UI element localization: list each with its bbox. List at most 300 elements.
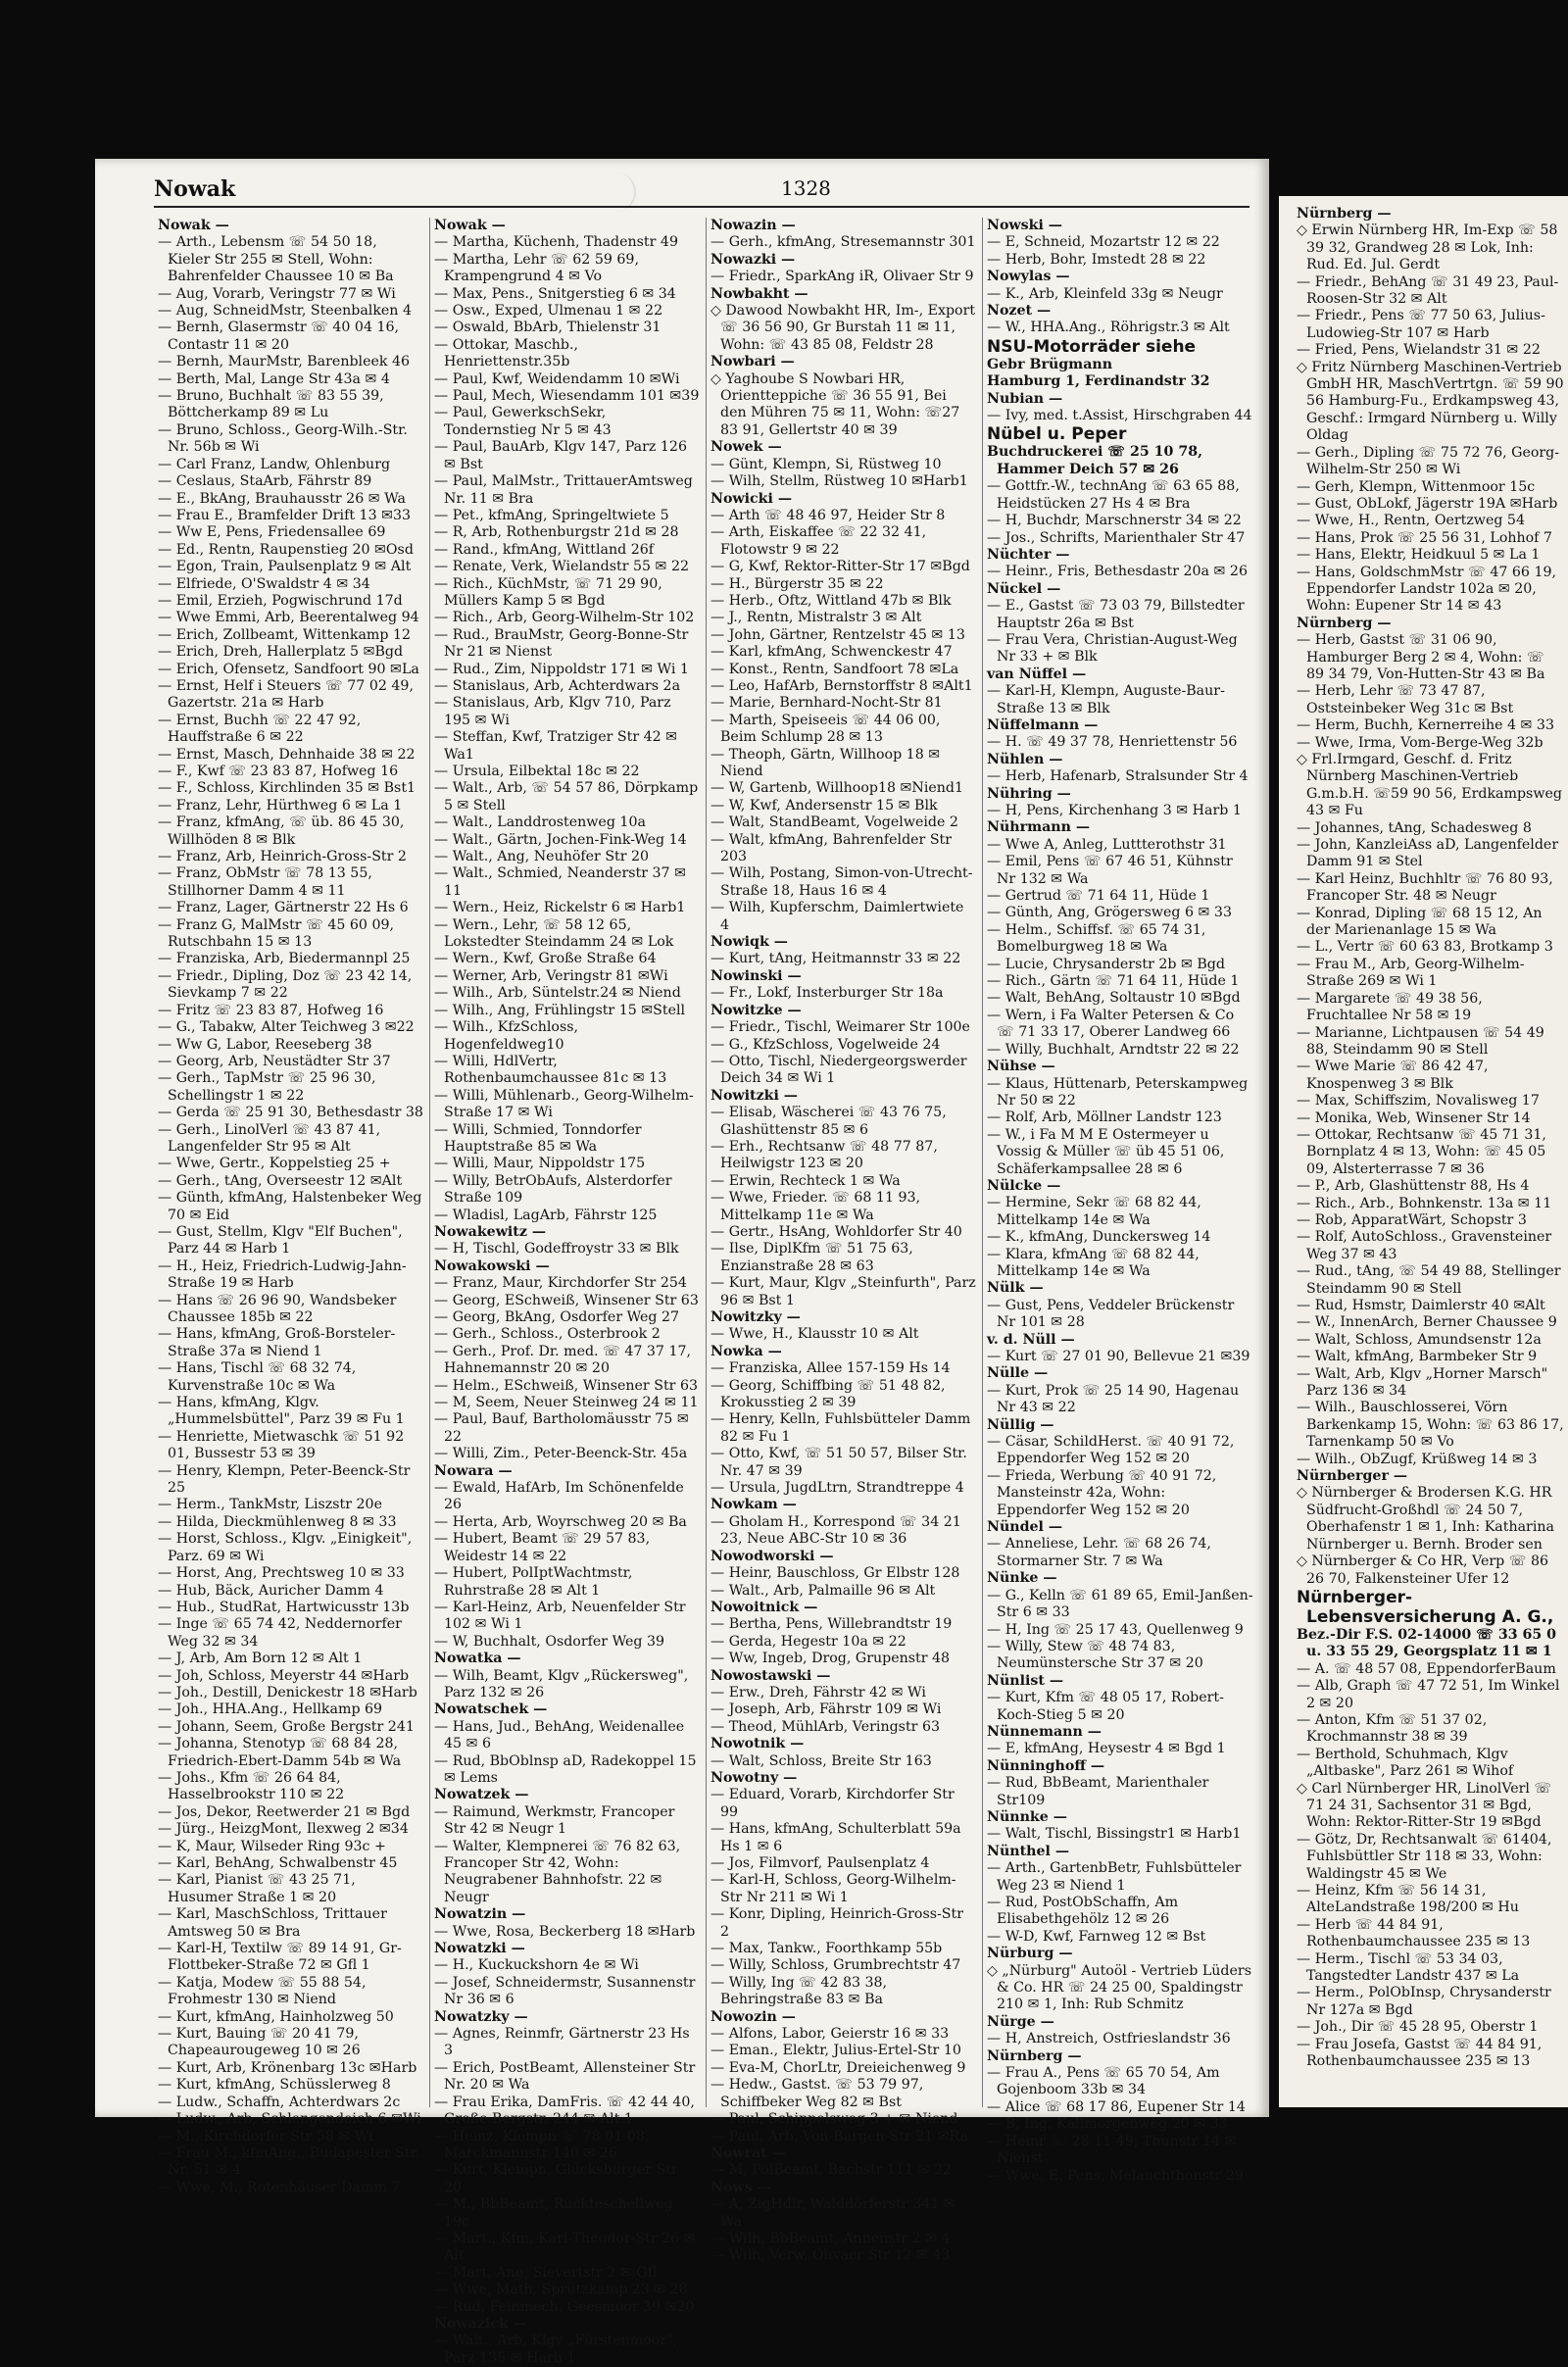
directory-entry: — Fritz ☏ 23 83 87, Hofweg 16 bbox=[158, 1002, 384, 1018]
directory-entry: — Franz G, MalMstr ☏ 45 60 09, Rutschbahn 15 ✉ 13 bbox=[158, 916, 395, 951]
directory-entry: Nühring — bbox=[987, 785, 1071, 802]
directory-entry: Nünlist — bbox=[987, 1672, 1064, 1689]
directory-entry: Nowatzky — bbox=[434, 2008, 528, 2025]
directory-entry: — Ww E, Pens, Friedensallee 69 bbox=[158, 524, 386, 541]
directory-entry: — Gertr., HsAng, Wohldorfer Str 40 bbox=[710, 1223, 962, 1240]
directory-entry: — Franz, kfmAng, ☏ üb. 86 45 30, Willhöden 8 ✉ Blk bbox=[158, 814, 405, 848]
next-entry: ◇ Carl Nürnberger HR, LinolVerl ☏ 71 24 31, Sachsentor 31 ✉ Bgd, Wohn: Rektor-Ritter-Str 19 ✉Bgd bbox=[1297, 1780, 1552, 1831]
directory-entry: — Eman., Elektr, Julius-Ertel-Str 10 bbox=[710, 2043, 961, 2059]
directory-entry: — Wwe A, Anleg, Luttterothstr 31 bbox=[987, 836, 1227, 853]
next-entry: — Herm, Buchh, Kernerreihe 4 ✉ 33 bbox=[1297, 717, 1554, 734]
directory-entry: — Wilh., KfzSchloss, Hogenfeldweg10 bbox=[434, 1019, 579, 1053]
directory-entry: — Hans, Tischl ☏ 68 32 74, Kurvenstraße 10c ✉ Wa bbox=[158, 1360, 357, 1394]
directory-entry: — Agnes, Reinmfr, Gärtnerstr 23 Hs 3 bbox=[434, 2026, 690, 2059]
directory-entry: — Mart, Ang, Sievertstr 2 ✉ Gfl bbox=[434, 2264, 658, 2281]
directory-entry: — Erich, Zollbeamt, Wittenkamp 12 bbox=[158, 626, 412, 643]
directory-entry: — Marth, Speiseeis ☏ 44 06 00, Beim Schlump 28 ✉ 13 bbox=[710, 712, 941, 746]
directory-entry: — Walt., Ang, Neuhöfer Str 20 bbox=[434, 849, 650, 865]
directory-entry: — Franz, Lehr, Hürthweg 6 ✉ La 1 bbox=[158, 797, 403, 814]
directory-entry: ◇ „Nürburg" Autoöl - Vertrieb Lüders & Co. HR ☏ 24 25 00, Spaldingstr 210 ✉ 1, Inh: Rub Schmitz bbox=[987, 1962, 1251, 2013]
directory-entry: — Rolf, Arb, Möllner Landstr 123 bbox=[987, 1110, 1222, 1126]
directory-entry: — H, Buchdr, Marschnerstr 34 ✉ 22 bbox=[987, 513, 1242, 529]
directory-entry: — Herm., TankMstr, Liszstr 20e bbox=[158, 1497, 382, 1513]
directory-entry: — Walt., Arb, Palmaille 96 ✉ Alt bbox=[710, 1582, 936, 1599]
directory-entry: — E., BkAng, Brauhausstr 26 ✉ Wa bbox=[158, 490, 406, 507]
directory-entry: — Kurt, Prok ☏ 25 14 90, Hagenau Nr 43 ✉ 22 bbox=[987, 1382, 1240, 1416]
directory-entry: — K., Arb, Kleinfeld 33g ✉ Neugr bbox=[987, 285, 1223, 302]
directory-entry: — Walt., Schmied, Neanderstr 37 ✉11 bbox=[434, 865, 686, 899]
directory-entry: — Ludw., Arb, Schlengendeich 6 ✉Wi bbox=[158, 2111, 421, 2128]
directory-entry: — Willi, Zim., Peter-Beenck-Str. 45a bbox=[434, 1446, 688, 1462]
directory-entry: Nündel — bbox=[987, 1519, 1063, 1536]
next-entry: Bez.-Dir F.S. 02-14000 ☏ 33 65 0 u. 33 55 29, Georgsplatz 11 ✉ 1 bbox=[1297, 1626, 1557, 1660]
next-entry: ◇ Frl.Irmgard, Geschf. d. Fritz Nürnberg Maschinen-Vertrieb G.m.b.H. ☏59 90 56, Erdkampsweg 43 ✉ Fu bbox=[1297, 752, 1562, 819]
directory-entry: — Johanna, Stenotyp ☏ 68 84 28, Friedrich-Ebert-Damm 54b ✉ Wa bbox=[158, 1736, 402, 1769]
directory-entry: — Henry, Kelln, Fuhlsbütteler Damm 82 ✉ Fu 1 bbox=[710, 1411, 971, 1445]
directory-entry: — K., kfmAng, Dunckersweg 14 bbox=[987, 1229, 1211, 1246]
directory-entry: — G, Kwf, Rektor-Ritter-Str 17 ✉Bgd bbox=[710, 559, 970, 575]
directory-entry: Nowka — bbox=[710, 1343, 782, 1359]
next-entry: — Walt, kfmAng, Barmbeker Str 9 bbox=[1297, 1349, 1538, 1365]
directory-entry: — Walt., Arb, Klgv „Fürstenmoor", Parz 135 ✉ Harb 1 bbox=[434, 2333, 678, 2366]
directory-entry: — E., Gastst ☏ 73 03 79, Billstedter Hauptstr 26a ✉ Bst bbox=[987, 598, 1245, 631]
directory-entry: — Erh., Rechtsanw ☏ 48 77 87, Heilwigstr 123 ✉ 20 bbox=[710, 1138, 938, 1172]
directory-entry: — Willi, Mühlenarb., Georg-Wilhelm-Straße 17 ✉ Wi bbox=[434, 1087, 694, 1121]
directory-entry: — Rich., Arb, Georg-Wilhelm-Str 102 bbox=[434, 610, 695, 626]
directory-entry: — Raimund, Werkmstr, Francoper Str 42 ✉ Neugr 1 bbox=[434, 1803, 675, 1838]
directory-entry: — Karl, kfmAng, Schwenckestr 47 bbox=[710, 644, 953, 661]
directory-entry: Nübel u. Peper bbox=[987, 424, 1127, 445]
directory-entry: — Emil, Pens ☏ 67 46 51, Kühnstr Nr 132 ✉ Wa bbox=[987, 854, 1233, 887]
directory-entry: — W., i Fa M M E Ostermeyer u Vossig & Müller ☏ üb 45 51 06, Schäferkampsallee 28 ✉ 6 bbox=[987, 1126, 1225, 1177]
directory-entry: — Heinr ☏ 28 11 49, Thunstr 14 ✉ Nienst bbox=[987, 2133, 1237, 2167]
directory-entry: — Willy, BetrObAufs, Alsterdorfer Straße 109 bbox=[434, 1172, 672, 1207]
directory-entry: — Franziska, Arb, Biedermannpl 25 bbox=[158, 951, 411, 967]
directory-entry: — Ceslaus, StaArb, Fährstr 89 bbox=[158, 473, 372, 490]
directory-entry: — Johann, Seem, Große Bergstr 241 bbox=[158, 1718, 415, 1735]
directory-entry: Nowodworski — bbox=[710, 1548, 834, 1564]
next-entry: — Herm., Tischl ☏ 53 34 03, Tangstedter Landstr 437 ✉ La bbox=[1297, 1950, 1520, 1985]
directory-entry: — Walt., Gärtn, Jochen-Fink-Weg 14 bbox=[434, 831, 687, 848]
directory-entry: — Franziska, Allee 157-159 Hs 14 bbox=[710, 1360, 951, 1377]
directory-entry: — K, Maur, Wilseder Ring 93c + bbox=[158, 1838, 386, 1854]
directory-entry: — Kurt, Bauing ☏ 20 41 79, Chapeaurougeweg 10 ✉ 26 bbox=[158, 2026, 361, 2059]
directory-entry: Nowakowski — bbox=[434, 1257, 550, 1274]
directory-entry: — Bernh, Glasermstr ☏ 40 04 16, Contastr 11 ✉ 20 bbox=[158, 320, 400, 353]
directory-entry: — Friedr., Dipling, Doz ☏ 23 42 14, Sievkamp 7 ✉ 22 bbox=[158, 967, 413, 1002]
directory-entry: — Arth., Lebensm ☏ 54 50 18, Kieler Str 255 ✉ Stell, Wohn: Bahrenfelder Chaussee 10 ✉ Ba bbox=[158, 234, 394, 285]
directory-entry: — Hub., StudRat, Hartwicusstr 13b bbox=[158, 1599, 410, 1615]
column-2 bbox=[430, 218, 707, 2366]
directory-entry: — G., Tabakw, Alter Teichweg 3 ✉22 bbox=[158, 1019, 415, 1036]
directory-entry: Hamburg 1, Ferdinandstr 32 bbox=[987, 373, 1210, 390]
directory-entry: — Paul, Bauf, Bartholomäusstr 75 ✉22 bbox=[434, 1411, 689, 1445]
directory-entry: — Mart., Kfm, Karl-Theodor-Str 26 ✉Alt bbox=[434, 2230, 696, 2264]
directory-entry: — Willy, Buchhalt, Arndtstr 22 ✉ 22 bbox=[987, 1041, 1240, 1058]
directory-entry: — Klaus, Hüttenarb, Peterskampweg Nr 50 ✉ 22 bbox=[987, 1075, 1249, 1109]
directory-entry: Nünthel — bbox=[987, 1843, 1070, 1859]
directory-entry: — Wilh., Arb, Süntelstr.24 ✉ Niend bbox=[434, 985, 681, 1002]
header-surname: Nowak bbox=[154, 176, 236, 202]
directory-entry: — Frau Vera, Christian-August-Weg Nr 33 + ✉ Blk bbox=[987, 631, 1238, 666]
next-entry: — Gerh., Dipling ☏ 75 72 76, Georg-Wilhelm-Str 250 ✉ Wi bbox=[1297, 444, 1560, 478]
directory-entry: — Paul, BauArb, Klgv 147, Parz 126 ✉ Bst bbox=[434, 439, 687, 472]
directory-entry: — Herta, Arb, Woyrschweg 20 ✉ Ba bbox=[434, 1513, 687, 1530]
directory-entry: — Anneliese, Lehr. ☏ 68 26 74, Stormarner Str. 7 ✉ Wa bbox=[987, 1536, 1211, 1569]
directory-entry: — Friedr., Tischl, Weimarer Str 100e bbox=[710, 1019, 970, 1036]
directory-entry: — H, Ing ☏ 25 17 43, Quellenweg 9 bbox=[987, 1621, 1244, 1638]
directory-entry: — Egon, Train, Paulsenplatz 9 ✉ Alt bbox=[158, 559, 412, 575]
directory-entry: — Karl-Heinz, Arb, Neuenfelder Str 102 ✉ Wi 1 bbox=[434, 1599, 686, 1633]
next-entry: — Hans, GoldschmMstr ☏ 47 66 19, Eppendorfer Landstr 102a ✉ 20, Wohn: Eupener Str 14 ✉ 43 bbox=[1297, 564, 1557, 615]
next-entry: — Rolf, AutoSchloss., Gravensteiner Weg 37 ✉ 43 bbox=[1297, 1229, 1552, 1262]
directory-entry: — Günt, Klempn, Si, Rüstweg 10 bbox=[710, 456, 942, 472]
directory-entry: — Jürg., HeizgMont, Ilexweg 2 ✉34 bbox=[158, 1821, 409, 1838]
directory-entry: — Arth, Eiskaffee ☏ 22 32 41, Flotowstr 9 ✉ 22 bbox=[710, 524, 927, 558]
directory-entry: — Wwe, E, Pens, Melanchthonstr 29 bbox=[987, 2167, 1244, 2184]
next-entry: — Rich., Arb., Bohnkenstr. 13a ✉ 11 bbox=[1297, 1195, 1552, 1211]
directory-entry: Nowostawski — bbox=[710, 1667, 831, 1684]
directory-entry: — Gottfr.-W., technAng ☏ 63 65 88, Heidstücken 27 Hs 4 ✉ Bra bbox=[987, 478, 1240, 512]
directory-entry: — J, Arb, Am Born 12 ✉ Alt 1 bbox=[158, 1651, 363, 1667]
next-entry: Nürnberger-Lebensversicherung A. G., bbox=[1297, 1587, 1554, 1627]
directory-entry: — Katja, Modew ☏ 55 88 54, Frohmestr 130 ✉ Niend bbox=[158, 1974, 367, 2008]
directory-entry: — Wilh, Kupferschm, Daimlertwiete 4 bbox=[710, 900, 964, 933]
directory-entry: Nürge — bbox=[987, 2013, 1054, 2030]
directory-entry: — M, PolBeamt, Bachstr 111 ✉ 22 bbox=[710, 2162, 953, 2179]
next-entry: — Wilh., Bauschlosserei, Vörn Barkenkamp 15, Wohn: ☏ 63 86 17, Tarnenkamp 50 ✉ Vo bbox=[1297, 1400, 1564, 1451]
directory-entry: — Wilh, Beamt, Klgv „Rückersweg", Parz 132 ✉ 26 bbox=[434, 1667, 689, 1701]
directory-entry: Nürnberg — bbox=[987, 2047, 1082, 2064]
directory-entry: — Hub, Bäck, Auricher Damm 4 bbox=[158, 1582, 384, 1599]
directory-entry: — Kurt, Arb, Krönenbarg 13c ✉Harb bbox=[158, 2059, 417, 2076]
directory-entry: — Walt., Landdrostenweg 10a bbox=[434, 814, 646, 831]
directory-entry: — Wern., Lehr, ☏ 58 12 65, Lokstedter Steindamm 24 ✉ Lok bbox=[434, 916, 674, 951]
directory-entry: Nowozin — bbox=[710, 2008, 796, 2025]
directory-entry: — Georg, ESchweiß, Winsener Str 63 bbox=[434, 1292, 699, 1308]
directory-entry: — Wern, i Fa Walter Petersen & Co ☏ 71 33 17, Oberer Landweg 66 bbox=[987, 1007, 1235, 1041]
directory-entry: — Osw., Exped, Ulmenau 1 ✉ 22 bbox=[434, 303, 663, 320]
directory-entry: Nüffelmann — bbox=[987, 716, 1099, 733]
next-entry: — Gerh, Klempn, Wittenmoor 15c bbox=[1297, 478, 1536, 495]
directory-entry: — Leo, HafArb, Bernstorffstr 8 ✉Alt1 bbox=[710, 677, 973, 694]
directory-entry: — Hans, kfmAng, Groß-Borsteler-Straße 37a ✉ Niend 1 bbox=[158, 1326, 396, 1359]
directory-entry: — E, Schneid, Mozartstr 12 ✉ 22 bbox=[987, 234, 1220, 251]
directory-entry: — Günth, Ang, Grögersweg 6 ✉ 33 bbox=[987, 905, 1232, 921]
directory-entry: — Walt, Schloss, Breite Str 163 bbox=[710, 1752, 932, 1769]
directory-entry: — J., Rentn, Mistralstr 3 ✉ Alt bbox=[710, 610, 922, 626]
directory-entry: Nowak — bbox=[434, 218, 506, 233]
next-entry: ◇ Fritz Nürnberg Maschinen-Vertrieb GmbH HR, MaschVertrtgn. ☏ 59 90 56 Hamburg-Fu., Erdkampsweg 43, Geschf.: Irmgard Nürnberg u. Willy Oldag bbox=[1297, 359, 1564, 444]
directory-entry: Nückel — bbox=[987, 580, 1061, 597]
directory-entry: — Willi, HdlVertr, Rothenbaumchaussee 81c ✉ 13 bbox=[434, 1053, 667, 1087]
directory-entry: Nühse — bbox=[987, 1059, 1055, 1075]
directory-entry: — Werner, Arb, Veringstr 81 ✉Wi bbox=[434, 967, 668, 984]
directory-entry: ◇ Yaghoube S Nowbari HR, Orientteppiche ☏ 36 55 91, Bei den Mühren 75 ✉ 11, Wohn: ☏27 83 91, Gellertstr 40 ✉ 39 bbox=[710, 370, 960, 438]
directory-entry: Buchdruckerei ☏ 25 10 78, Hammer Deich 57 ✉ 26 bbox=[987, 444, 1203, 477]
directory-entry: Nowitzky — bbox=[710, 1309, 801, 1325]
directory-entry: Nowbakht — bbox=[710, 285, 808, 302]
directory-entry: — Ed., Rentn, Raupenstieg 20 ✉Osd bbox=[158, 541, 414, 558]
directory-entry: Nowatka — bbox=[434, 1651, 521, 1667]
directory-entry: — Gerh., Prof. Dr. med. ☏ 47 37 17, Hahnemannstr 20 ✉ 20 bbox=[434, 1343, 692, 1377]
directory-entry: — Wwe, M., Rotenhäuser Damm 7 bbox=[158, 2179, 401, 2195]
directory-entry: — W., HHA.Ang., Röhrigstr.3 ✉ Alt bbox=[987, 320, 1230, 336]
directory-entry: — Steffan, Kwf, Tratziger Str 42 ✉Wa1 bbox=[434, 729, 678, 763]
next-entry: — Konrad, Dipling ☏ 68 15 12, An der Marienanlage 15 ✉ Wa bbox=[1297, 905, 1543, 939]
directory-entry: — Rud, BbOblnsp aD, Radekoppel 15 ✉ Lems bbox=[434, 1752, 697, 1786]
directory-entry: — Eduard, Vorarb, Kirchdorfer Str 99 bbox=[710, 1787, 955, 1820]
directory-entry: — F., Schloss, Kirchlinden 35 ✉ Bst1 bbox=[158, 780, 416, 797]
directory-entry: — Kurt, kfmAng, Schüsslerweg 8 bbox=[158, 2077, 391, 2094]
directory-entry: — Karl-H, Klempn, Auguste-Baur-Straße 13 ✉ Blk bbox=[987, 683, 1225, 716]
directory-entry: — Paul, Schippelsweg 3 + ✉ Niend bbox=[710, 2111, 958, 2128]
directory-entry: — Gerh., Schloss., Osterbrook 2 bbox=[434, 1326, 661, 1343]
directory-entry: — Jos, Dekor, Reetwerder 21 ✉ Bgd bbox=[158, 1803, 411, 1820]
directory-entry: — Fr., Lokf, Insterburger Str 18a bbox=[710, 985, 944, 1002]
next-entry: Nürnberg — bbox=[1297, 206, 1392, 222]
directory-entry: — Gerh., tAng, Overseestr 12 ✉Alt bbox=[158, 1172, 403, 1189]
directory-entry: — M, Seem, Neuer Steinweg 24 ✉ 11 bbox=[434, 1395, 699, 1411]
directory-entry: Nowakewitz — bbox=[434, 1223, 547, 1240]
next-entry: — Wwe, Irma, Vom-Berge-Weg 32b bbox=[1297, 734, 1544, 751]
directory-entry: — Wilh., Ang, Frühlingstr 15 ✉Stell bbox=[434, 1002, 686, 1018]
directory-entry: — Carl Franz, Landw, Ohlenburg bbox=[158, 456, 391, 472]
directory-entry: Nowotny — bbox=[710, 1769, 798, 1786]
directory-entry: — Klara, kfmAng ☏ 68 82 44, Mittelkamp 14e ✉ Wa bbox=[987, 1246, 1200, 1279]
directory-entry: — Rud., Zim, Nippoldstr 171 ✉ Wi 1 bbox=[434, 661, 689, 677]
directory-entry: — H., Heiz, Friedrich-Ludwig-Jahn-Straße 19 ✉ Harb bbox=[158, 1257, 407, 1292]
directory-entry: — Wern., Heiz, Rickelstr 6 ✉ Harb1 bbox=[434, 900, 686, 916]
directory-entry: NSU-Motorräder siehe bbox=[987, 336, 1197, 357]
directory-entry: — A, ZigHdlr, Walddörferstr 341 ✉Wa bbox=[710, 2196, 956, 2230]
directory-entry: — Kurt, kfmAng, Hainholzweg 50 bbox=[158, 2008, 394, 2025]
next-entry: — Heinz, Kfm ☏ 56 14 31, AlteLandstraße 198/200 ✉ Hu bbox=[1297, 1883, 1519, 1916]
next-entry: — Rob, ApparatWärt, Schopstr 3 bbox=[1297, 1211, 1527, 1228]
directory-entry: — Wilh, Verw, Olivaer Str 12 ✉ 43 bbox=[710, 2247, 951, 2264]
directory-entry: — Karl-H, Textilw ☏ 89 14 91, Gr-Flottbeker-Straße 72 ✉ Gfl 1 bbox=[158, 1941, 402, 1974]
directory-entry: — Bertha, Pens, Willebrandtstr 19 bbox=[710, 1616, 953, 1633]
directory-entry: — Jos, Filmvorf, Paulsenplatz 4 bbox=[710, 1855, 930, 1871]
column-4 bbox=[983, 218, 1259, 2184]
directory-entry: — Paul, Kwf, Weidendamm 10 ✉Wi bbox=[434, 370, 680, 387]
directory-entry: — Martha, Lehr ☏ 62 59 69, Krampengrund 4 ✉ Vo bbox=[434, 251, 639, 285]
next-entry: — Frau Josefa, Gastst ☏ 44 84 91, Rothenbaumchaussee 235 ✉ 13 bbox=[1297, 2036, 1543, 2070]
directory-entry: ◇ Dawood Nowbakht HR, Im-, Export ☏ 36 56 90, Gr Burstah 11 ✉ 11, Wohn: ☏ 43 85 08, Feldstr 28 bbox=[710, 303, 976, 353]
next-entry: — Frau M., Arb, Georg-Wilhelm-Straße 269 ✉ Wi 1 bbox=[1297, 956, 1525, 990]
directory-entry: — Max, Pens., Snitgerstieg 6 ✉ 34 bbox=[434, 285, 676, 302]
directory-entry: — Willi, Schmied, Tonndorfer Hauptstraße 85 ✉ Wa bbox=[434, 1121, 642, 1155]
directory-entry: — Elisab, Wäscherei ☏ 43 76 75, Glashüttenstr 85 ✉ 6 bbox=[710, 1105, 947, 1138]
directory-entry: — Franz, Arb, Heinrich-Gross-Str 2 bbox=[158, 849, 407, 865]
next-entry: — Herb ☏ 44 84 91, Rothenbaumchaussee 235 ✉ 13 bbox=[1297, 1916, 1531, 1950]
directory-entry: — Konst., Rentn, Sandfoort 78 ✉La bbox=[710, 661, 959, 677]
next-entry: — Friedr., Pens ☏ 77 50 63, Julius-Ludowieg-Str 107 ✉ Harb bbox=[1297, 308, 1545, 341]
directory-entry: — Bruno, Schloss., Georg-Wilh.-Str. Nr. 56b ✉ Wi bbox=[158, 421, 408, 456]
directory-entry: — Willi, Maur, Nippoldstr 175 bbox=[434, 1156, 646, 1172]
directory-entry: — Hermine, Sekr ☏ 68 82 44, Mittelkamp 14e ✉ Wa bbox=[987, 1195, 1201, 1228]
directory-entry: — H., Bürgerstr 35 ✉ 22 bbox=[710, 575, 884, 592]
next-entry: — Wwe, H., Rentn, Oertzweg 54 bbox=[1297, 513, 1525, 529]
directory-entry: — Stanislaus, Arb, Achterdwars 2a bbox=[434, 677, 681, 694]
next-entry: Nürnberger — bbox=[1297, 1468, 1408, 1485]
directory-entry: Nowbari — bbox=[710, 354, 795, 370]
directory-entry: — Wwe, Gertr., Koppelstieg 25 + bbox=[158, 1156, 391, 1172]
directory-entry: — Horst, Schloss., Klgv. „Einigkeit", Parz. 69 ✉ Wi bbox=[158, 1531, 413, 1564]
directory-entry: — Bernh, MaurMstr, Barenbleek 46 bbox=[158, 354, 411, 370]
directory-entry: — Hans ☏ 26 96 90, Wandsbeker Chaussee 185b ✉ 22 bbox=[158, 1292, 397, 1325]
directory-entry: — Ww G, Labor, Reeseberg 38 bbox=[158, 1036, 372, 1053]
next-entry: ◇ Nürnberger & Brodersen K.G. HR Südfrucht-Großhdl ☏ 24 50 7, Oberhafenstr 1 ✉ 1, Inh: Katharina Nürnberger u. Bernh. Broder sen bbox=[1297, 1485, 1554, 1553]
directory-entry: — Rud, PostObSchaffn, Am Elisabethgehölz 12 ✉ 26 bbox=[987, 1895, 1179, 1928]
directory-entry: — Gust, Stellm, Klgv "Elf Buchen", Parz 44 ✉ Harb 1 bbox=[158, 1223, 403, 1257]
directory-entry: Nowrat — bbox=[710, 2145, 786, 2161]
directory-entry: — Erwin, Rechteck 1 ✉ Wa bbox=[710, 1172, 901, 1189]
directory-entry: — Hilda, Dieckmühlenweg 8 ✉ 33 bbox=[158, 1513, 397, 1530]
directory-entry: — F., Kwf ☏ 23 83 87, Hofweg 16 bbox=[158, 764, 399, 779]
directory-entry: — Kurt, Kfm ☏ 48 05 17, Robert-Koch-Stieg 5 ✉ 20 bbox=[987, 1690, 1224, 1723]
directory-entry: Nowotnik — bbox=[710, 1736, 805, 1752]
directory-entry: — Wwe, Rosa, Beckerberg 18 ✉Harb bbox=[434, 1923, 696, 1940]
directory-entry: — Konr, Dipling, Heinrich-Gross-Str 2 bbox=[710, 1906, 963, 1940]
directory-entry: — W, Gartenb, Willhoop18 ✉Niend1 bbox=[710, 780, 964, 797]
directory-entry: Nünninghoff — bbox=[987, 1757, 1105, 1774]
directory-entry: — Heinr, Bauschloss, Gr Elbstr 128 bbox=[710, 1565, 960, 1582]
directory-entry: — Henriette, Mietwaschk ☏ 51 92 01, Bussestr 53 ✉ 39 bbox=[158, 1428, 405, 1462]
directory-entry: — Bruno, Buchhalt ☏ 83 55 39, Böttcherkamp 89 ✉ Lu bbox=[158, 388, 384, 421]
directory-entry: — Kurt ☏ 27 01 90, Bellevue 21 ✉39 bbox=[987, 1349, 1250, 1364]
directory-entry: — Karl, Pianist ☏ 43 25 71, Husumer Straße 1 ✉ 20 bbox=[158, 1872, 356, 1905]
directory-entry: — Ernst, Masch, Dehnhaide 38 ✉ 22 bbox=[158, 746, 416, 763]
directory-page bbox=[95, 159, 1269, 2366]
directory-entry: Nowara — bbox=[434, 1462, 513, 1479]
directory-entry: — Marie, Bernhard-Nocht-Str 81 bbox=[710, 695, 943, 712]
next-entry: — Wilh., ObZugf, Krüßweg 14 ✉ 3 bbox=[1297, 1451, 1538, 1467]
directory-entry: Nowatzin — bbox=[434, 1906, 526, 1923]
next-entry: — Joh., Dir ☏ 45 28 95, Oberstr 1 bbox=[1297, 2019, 1539, 2036]
next-entry: — A. ☏ 48 57 08, EppendorferBaum bbox=[1297, 1660, 1556, 1677]
directory-entry: — Willy, Ing ☏ 42 83 38, Behringstraße 83 ✉ Ba bbox=[710, 1974, 888, 2008]
directory-entry: — Wern., Kwf, Große Straße 64 bbox=[434, 951, 657, 967]
directory-entry: — Ludw., Schaffn, Achterdwars 2c bbox=[158, 2094, 401, 2110]
next-entry: — Wwe Marie ☏ 86 42 47, Knospenweg 3 ✉ Blk bbox=[1297, 1059, 1489, 1092]
next-entry: — Gust, ObLokf, Jägerstr 19A ✉Harb bbox=[1297, 495, 1558, 512]
directory-entry: — Theoph, Gärtn, Willhoop 18 ✉Niend bbox=[710, 746, 941, 779]
directory-entry: — Georg, Schiffbing ☏ 51 48 82, Krokusstieg 2 ✉ 39 bbox=[710, 1377, 946, 1411]
directory-entry: Nülcke — bbox=[987, 1177, 1061, 1194]
directory-entry: Nowkam — bbox=[710, 1497, 797, 1513]
directory-entry: — Hans, Jud., BehAng, Weidenallee 45 ✉ 6 bbox=[434, 1718, 685, 1752]
directory-entry: — Georg, Arb, Neustädter Str 37 bbox=[158, 1053, 391, 1069]
directory-columns bbox=[154, 218, 1259, 2366]
directory-entry: — Karl, MaschSchloss, Trittauer Amtsweg 50 ✉ Bra bbox=[158, 1906, 387, 1940]
directory-entry: — Kurt, tAng, Heitmannstr 33 ✉ 22 bbox=[710, 951, 961, 967]
directory-entry: — Eva-M, ChorLtr, Dreieichenweg 9 bbox=[710, 2059, 966, 2076]
next-entry: — Herb, Lehr ☏ 73 47 87, Oststeinbeker Weg 31c ✉ Bst bbox=[1297, 683, 1514, 716]
directory-entry: — Lucie, Chrysanderstr 2b ✉ Bgd bbox=[987, 956, 1225, 972]
next-entry: — Marianne, Lichtpausen ☏ 54 49 88, Steindamm 90 ✉ Stell bbox=[1297, 1024, 1544, 1058]
directory-entry: Nowinski — bbox=[710, 967, 802, 984]
next-page-column bbox=[1297, 206, 1564, 2097]
directory-entry: Nünnke — bbox=[987, 1808, 1067, 1825]
directory-entry: — Rand., kfmAng, Wittland 26f bbox=[434, 541, 655, 558]
directory-entry: — Walt, Tischl, Bissingstr1 ✉ Harb1 bbox=[987, 1826, 1242, 1843]
directory-entry: — Frau A., Pens ☏ 65 70 54, Am Gojenboom 33b ✉ 34 bbox=[987, 2065, 1220, 2098]
directory-entry: — Stanislaus, Arb, Klgv 710, Parz 195 ✉ Wi bbox=[434, 695, 671, 728]
directory-entry: — M., Kirchdorfer Str 58 ✉ Wi bbox=[158, 2128, 373, 2145]
next-entry: — Anton, Kfm ☏ 51 37 02, Krochmannstr 38 ✉ 39 bbox=[1297, 1711, 1488, 1746]
directory-entry: — Kurt, Maur, Klgv „Steinfurth", Parz 96 ✉ Bst 1 bbox=[710, 1275, 976, 1308]
directory-entry: — Frieda, Werbung ☏ 40 91 72, Mansteinstr 42a, Wohn: Eppendorfer Weg 152 ✉ 20 bbox=[987, 1467, 1217, 1518]
next-entry: — John, KanzleiAss aD, Langenfelder Damm 91 ✉ Stel bbox=[1297, 837, 1559, 870]
directory-entry: — Helm., ESchweiß, Winsener Str 63 bbox=[434, 1377, 698, 1394]
next-entry: — Max, Schiffszim, Novalisweg 17 bbox=[1297, 1093, 1540, 1110]
next-entry: — Herb, Gastst ☏ 31 06 90, Hamburger Berg 2 ✉ 4, Wohn: ☏ 89 34 79, Von-Hutten-Str 43 ✉ Ba bbox=[1297, 632, 1545, 682]
directory-entry: — Henry, Klempn, Peter-Beenck-Str 25 bbox=[158, 1462, 411, 1497]
directory-entry: — M., BbBeamt, Ruckteschellweg 19c bbox=[434, 2196, 673, 2230]
directory-entry: — Otto, Tischl, Niedergeorgswerder Deich 34 ✉ Wi 1 bbox=[710, 1053, 967, 1087]
directory-entry: — Franz, Lager, Gärtnerstr 22 Hs 6 bbox=[158, 900, 409, 916]
next-entry: — Fried, Pens, Wielandstr 31 ✉ 22 bbox=[1297, 342, 1541, 359]
directory-entry: — Gerh., LinolVerl ☏ 43 87 41, Langenfelder Str 95 ✉ Alt bbox=[158, 1121, 381, 1155]
next-entry: — Hans, Prok ☏ 25 56 31, Lohhof 7 bbox=[1297, 529, 1552, 546]
directory-entry: — Helm., Schiffsf. ☏ 65 74 31, Bomelburgweg 18 ✉ Wa bbox=[987, 921, 1206, 956]
next-entry: — Friedr., BehAng ☏ 31 49 23, Paul-Roosen-Str 32 ✉ Alt bbox=[1297, 273, 1559, 308]
directory-entry: — Hubert, PolIptWachtmstr, Ruhrstraße 28 ✉ Alt 1 bbox=[434, 1565, 633, 1599]
directory-entry: — Heinz, Klempn ☏ 78 01 08, Marckmannstr 140 ✉ 26 bbox=[434, 2128, 650, 2161]
directory-entry: — Herb, Hafenarb, Stralsunder Str 4 bbox=[987, 768, 1249, 785]
directory-entry: — Ursula, Eilbektal 18c ✉ 22 bbox=[434, 764, 640, 779]
directory-entry: — Ernst, Helf i Steuers ☏ 77 02 49, Gazertstr. 21a ✉ Harb bbox=[158, 677, 414, 712]
directory-entry: — Rich., Gärtn ☏ 71 64 11, Hüde 1 bbox=[987, 973, 1240, 990]
directory-entry: — Günth, kfmAng, Halstenbeker Weg 70 ✉ Eid bbox=[158, 1190, 422, 1223]
directory-entry: — Friedr., SparkAng iR, Olivaer Str 9 bbox=[710, 269, 974, 285]
next-entry: — Berthold, Schuhmach, Klgv „Altbaske", Parz 261 ✉ Wihof bbox=[1297, 1746, 1514, 1780]
directory-entry: — Alice ☏ 68 17 86, Eupener Str 14 bbox=[987, 2098, 1246, 2115]
directory-entry: — Wladisl, LagArb, Fährstr 125 bbox=[434, 1207, 658, 1223]
directory-entry: — Gerda ☏ 25 91 30, Bethesdastr 38 bbox=[158, 1105, 423, 1121]
next-entry: — Ottokar, Rechtsanw ☏ 45 71 31, Bornplatz 4 ✉ 13, Wohn: ☏ 45 05 09, Alsterterrasse 7 ✉ 36 bbox=[1297, 1126, 1546, 1177]
directory-entry: — W, Buchhalt, Osdorfer Weg 39 bbox=[434, 1633, 665, 1650]
directory-entry: — H., Kuckuckshorn 4e ✉ Wi bbox=[434, 1957, 639, 1974]
next-entry: Nürnberg — bbox=[1297, 615, 1392, 631]
directory-entry: Nubian — bbox=[987, 390, 1063, 407]
directory-entry: — Johs., Kfm ☏ 26 64 84, Hasselbrookstr 110 ✉ 22 bbox=[158, 1769, 345, 1803]
directory-entry: — Wwe, Math, Sprützkamp 23 ✉ 28 bbox=[434, 2282, 688, 2298]
directory-entry: — Hans, kfmAng, Schulterblatt 59a Hs 1 ✉ 6 bbox=[710, 1821, 961, 1854]
directory-entry: — Erich, Dreh, Hallerplatz 5 ✉Bgd bbox=[158, 644, 404, 661]
directory-entry: — Herb., Oftz, Wittland 47b ✉ Blk bbox=[710, 592, 952, 609]
directory-entry: — Karl-H, Schloss, Georg-Wilhelm-Str Nr 211 ✉ Wi 1 bbox=[710, 1872, 956, 1905]
directory-entry: — Wwe, Frieder. ☏ 68 11 93, Mittelkamp 11e ✉ Wa bbox=[710, 1190, 921, 1223]
directory-entry: — Ivy, med. t.Assist, Hirschgraben 44 bbox=[987, 408, 1252, 424]
directory-entry: Nowazki — bbox=[710, 251, 796, 268]
directory-entry: — Hedw., Gastst. ☏ 53 79 97, Schiffbeker Weg 82 ✉ Bst bbox=[710, 2077, 924, 2110]
directory-entry: — Gust, Pens, Veddeler Brückenstr Nr 101 ✉ 28 bbox=[987, 1297, 1235, 1331]
directory-entry: Nowiqk — bbox=[710, 934, 788, 951]
page-number: 1328 bbox=[781, 176, 831, 200]
directory-entry: Nowicki — bbox=[710, 490, 793, 507]
next-entry: — Johannes, tAng, Schadesweg 8 bbox=[1297, 819, 1532, 836]
next-entry: — Rud, Hsmstr, Daimlerstr 40 ✉Alt bbox=[1297, 1298, 1545, 1313]
directory-entry: — Ernst, Buchh ☏ 22 47 92, Hauffstraße 6 ✉ 22 bbox=[158, 712, 362, 746]
column-1 bbox=[154, 218, 430, 2195]
directory-entry: — Paul, GewerkschSekr, Tondernstieg Nr 5 ✉ 43 bbox=[434, 405, 612, 438]
directory-entry: Nowazick — bbox=[434, 2315, 527, 2332]
page-header bbox=[154, 173, 1250, 208]
directory-entry: — B, Ing, Kallmorgenweg 20 ✉ 33 bbox=[987, 2116, 1228, 2133]
directory-entry: — H, Pens, Kirchenhang 3 ✉ Harb 1 bbox=[987, 803, 1242, 818]
